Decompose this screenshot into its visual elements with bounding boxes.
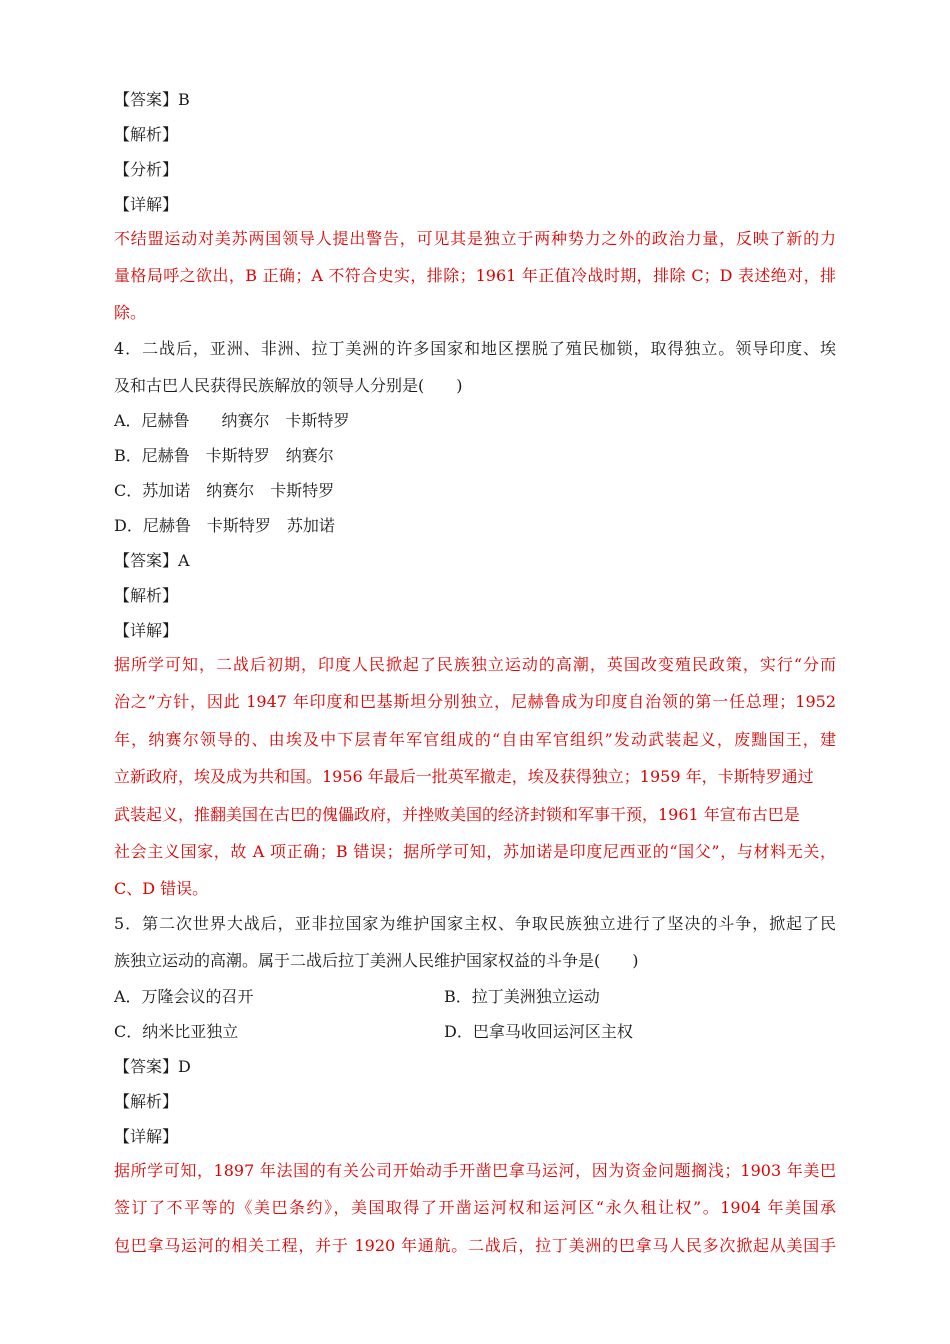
q4-detail-line: C、D 错误。 xyxy=(114,879,209,898)
q3-answer: 【答案】B xyxy=(114,90,190,109)
q4-stem-line: 及和古巴人民获得民族解放的领导人分别是( ) xyxy=(114,376,463,395)
q3-detail-line: 不结盟运动对美苏两国领导人提出警告，可见其是独立于两种势力之外的政治力量，反映了新的力 xyxy=(114,229,836,248)
q3-detail-line: 量格局呼之欲出，B 正确；A 不符合史实，排除；1961 年正值冷战时期，排除 C；D 表述绝对，排 xyxy=(114,266,836,285)
q4-stem-line: 4．二战后，亚洲、非洲、拉丁美洲的许多国家和地区摆脱了殖民枷锁，取得独立。领导印度、埃 xyxy=(114,339,836,358)
q4-option-b: B．尼赫鲁 卡斯特罗 纳赛尔 xyxy=(114,446,334,465)
q5-detail-line: 据所学可知，1897 年法国的有关公司开始动手开凿巴拿马运河，因为资金问题搁浅；1903 年美巴 xyxy=(114,1161,836,1180)
q4-option-a: A．尼赫鲁 纳赛尔 卡斯特罗 xyxy=(114,411,350,430)
q4-detail-label: 【详解】 xyxy=(114,621,179,640)
q3-detail-line: 除。 xyxy=(114,303,147,322)
q4-detail-line: 立新政府，埃及成为共和国。1956 年最后一批英军撤走，埃及获得独立；1959 年，卡斯特罗通过 xyxy=(114,767,814,786)
q4-detail-line: 据所学可知，二战后初期，印度人民掀起了民族独立运动的高潮，英国改变殖民政策，实行“分而 xyxy=(114,655,836,674)
q3-analysis-label: 【解析】 xyxy=(114,125,179,144)
q4-option-c: C．苏加诺 纳赛尔 卡斯特罗 xyxy=(114,481,335,500)
q5-detail-line: 包巴拿马运河的相关工程，并于 1920 年通航。二战后，拉丁美洲的巴拿马人民多次掀起从美国手 xyxy=(114,1236,836,1255)
q5-option-c: C．纳米比亚独立 xyxy=(114,1022,239,1041)
q5-answer: 【答案】D xyxy=(114,1057,191,1076)
q5-stem-line: 族独立运动的高潮。属于二战后拉丁美洲人民维护国家权益的斗争是( ) xyxy=(114,951,639,970)
q5-detail-label: 【详解】 xyxy=(114,1127,179,1146)
q3-detail-label: 【详解】 xyxy=(114,195,179,214)
q4-detail-line: 社会主义国家，故 A 项正确；B 错误；据所学可知，苏加诺是印度尼西亚的“国父”，与材料无关， xyxy=(114,842,836,861)
q5-detail-line: 签订了不平等的《美巴条约》，美国取得了开凿运河权和运河区“永久租让权”。1904 年美国承 xyxy=(114,1198,836,1217)
q4-analysis-label: 【解析】 xyxy=(114,586,179,605)
q3-analyze-label: 【分析】 xyxy=(114,160,179,179)
q4-option-d: D．尼赫鲁 卡斯特罗 苏加诺 xyxy=(114,516,335,535)
q5-option-d: D．巴拿马收回运河区主权 xyxy=(444,1022,633,1041)
q5-option-a: A．万隆会议的召开 xyxy=(114,987,254,1006)
q5-option-b: B．拉丁美洲独立运动 xyxy=(444,987,600,1006)
q4-detail-line: 治之”方针，因此 1947 年印度和巴基斯坦分别独立，尼赫鲁成为印度自治领的第一任总理；1952 xyxy=(114,692,836,711)
q4-detail-line: 年，纳赛尔领导的、由埃及中下层青年军官组成的“自由军官组织”发动武装起义，废黜国王，建 xyxy=(114,730,836,749)
q5-analysis-label: 【解析】 xyxy=(114,1092,179,1111)
q4-answer: 【答案】A xyxy=(114,551,190,570)
q4-detail-line: 武装起义，推翻美国在古巴的傀儡政府，并挫败美国的经济封锁和军事干预，1961 年宣布古巴是 xyxy=(114,805,800,824)
q5-stem-line: 5．第二次世界大战后，亚非拉国家为维护国家主权、争取民族独立进行了坚决的斗争，掀起了民 xyxy=(114,914,836,933)
